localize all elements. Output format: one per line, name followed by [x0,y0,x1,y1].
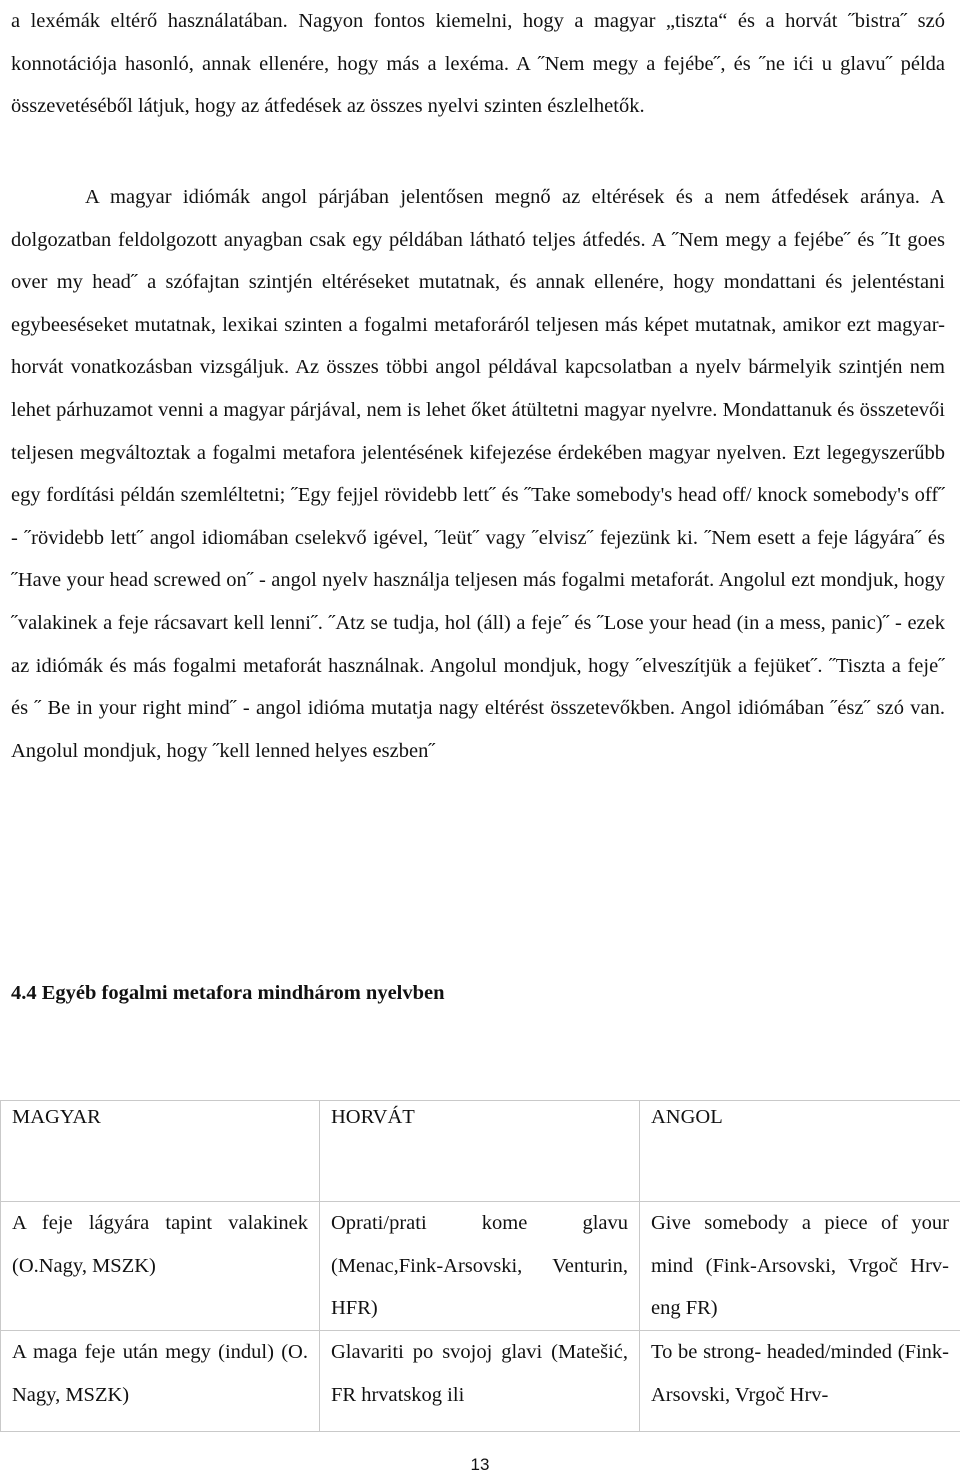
table-header-row [1,1101,960,1202]
header-magyar: MAGYAR [1,1101,320,1202]
table-cell: A feje lágyára tapint valakinek (O.Nagy, MSZK) [1,1202,320,1331]
table-cell: A maga feje után megy (indul) (O. Nagy, MSZK) [1,1331,320,1432]
table-row [1,1331,960,1432]
header-angol: ANGOL [640,1101,960,1202]
table-row [1,1202,960,1331]
table-cell: Oprati/prati kome glavu (Menac,Fink-Arsovski, Venturin, HFR) [320,1202,640,1331]
body-paragraph-1: a lexémák eltérő használatában. Nagyon fontos kiemelni, hogy a magyar „tiszta“ és a horvát ˝bistra˝ szó konnotációja hasonló, annak ellenére, hogy más a lexéma. A ˝Nem megy a fejébe˝, és ˝ne ići u glavu˝ példa összevetéséből látjuk, hogy az átfedések az összes nyelvi szinten észlelhetők. [11,10,945,118]
table-cell: Give somebody a piece of your mind (Fink-Arsovski, Vrgoč Hrv-eng FR) [640,1202,960,1331]
table-cell: To be strong- headed/minded (Fink-Arsovski, Vrgoč Hrv- [640,1331,960,1432]
header-horvat: HORVÁT [320,1101,640,1202]
metaphor-comparison-table [0,1100,960,1432]
table-cell: Glavariti po svojoj glavi (Matešić, FR hrvatskog ili [320,1331,640,1432]
body-paragraph-2: A magyar idiómák angol párjában jelentősen megnő az eltérések és a nem átfedések aránya. A dolgozatban feldolgozott anyagban csak egy példában látható teljes átfedés. A ˝Nem megy a fejébe˝ és ˝It goes over my head˝ a szófajtan szintjén eltéréseket mutatnak, és annak ellenére, hogy mondattani és jelentéstani egybeeséseket mutatnak, lexikai szinten a fogalmi metaforáról teljesen más képet mutatnak, amikor ezt magyar-horvát vonatkozásban vizsgáljuk. Az összes többi angol példával kapcsolatban a nyelv bármelyik szintjén nem lehet párhuzamot venni a magyar párjával, nem is lehet őket átültetni magyar nyelvre. Mondattanuk és összetevői teljesen megváltoztak a fogalmi metafora jelentésének kifejezése érdekében magyar nyelven. Ezt legegyszerűbb egy fordítási példán szemléltetni; ˝Egy fejjel rövidebb lett˝ és ˝Take somebody's head off/ knock somebody's off˝ - ˝rövidebb lett˝ angol idiomában cselekvő igével, ˝leüt˝ vagy ˝elvisz˝ fejezünk ki. ˝Nem esett a feje lágyára˝ és ˝Have your head screwed on˝ - angol nyelv használja teljesen más fogalmi metaforát. Angolul ezt mondjuk, hogy ˝valakinek a feje rácsavart kell lenni˝. ˝Atz se tudja, hol (áll) a feje˝ és ˝Lose your head (in a mess, panic)˝ - ezek az idiómák és más fogalmi metaforát használnak. Angolul mondjuk, hogy ˝elveszítjük a fejüket˝. ˝Tiszta a feje˝ és ˝ Be in your right mind˝ - angol idióma mutatja nagy eltérést összetevőkben. Angol idiómában ˝ész˝ szó van. Angolul mondjuk, hogy ˝kell lenned helyes eszben˝ [11,186,945,762]
page-number: 13 [470,1455,490,1474]
section-heading: 4.4 Egyéb fogalmi metafora mindhárom nyelvben [11,982,445,1004]
